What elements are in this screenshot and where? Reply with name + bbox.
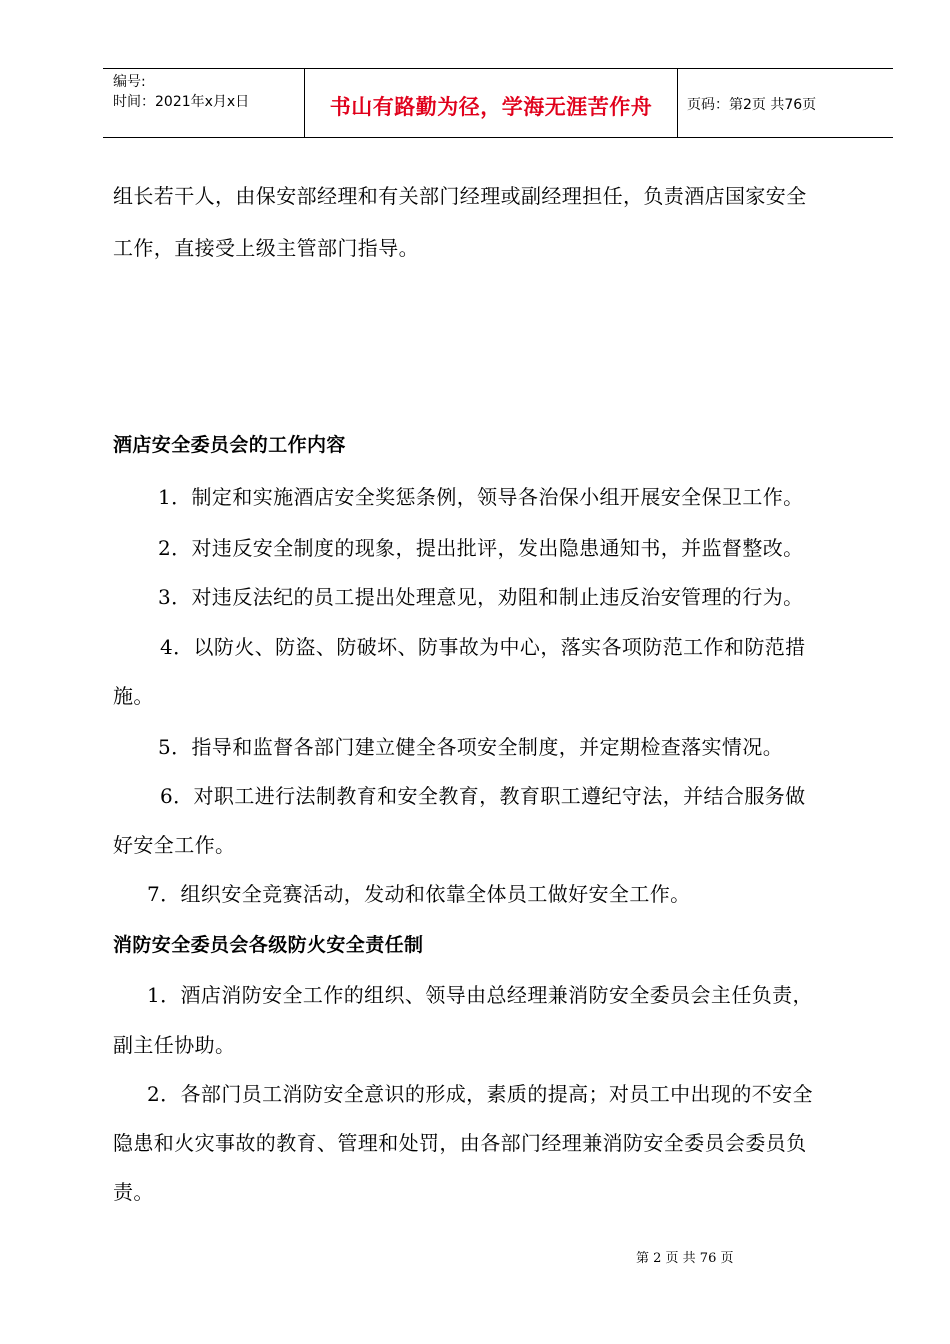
document-header	[103, 68, 893, 138]
page-info: 页码：第2页 共76页	[687, 97, 817, 113]
header-middle-cell	[304, 69, 678, 137]
s1-item-4-line-2: 施。	[113, 684, 154, 708]
intro-line-1: 组长若干人，由保安部经理和有关部门经理或副经理担任，负责酒店国家安全	[113, 184, 807, 208]
s1-item-4-line-1: 4．以防火、防盗、防破坏、防事故为中心，落实各项防范工作和防范措	[160, 635, 806, 659]
page-footer: 第 2 页 共 76 页	[636, 1251, 734, 1266]
section-title-1: 酒店安全委员会的工作内容	[113, 434, 346, 456]
s1-item-3: 3．对违反法纪的员工提出处理意见，劝阻和制止违反治安管理的行为。	[158, 585, 804, 609]
s1-item-6-line-1: 6．对职工进行法制教育和安全教育，教育职工遵纪守法，并结合服务做	[160, 784, 806, 808]
header-right-cell	[677, 69, 893, 137]
section-title-2: 消防安全委员会各级防火安全责任制	[113, 934, 424, 956]
time-label: 时间：2021年x月x日	[113, 94, 250, 110]
s2-item-2-line-1: 2．各部门员工消防安全意识的形成，素质的提高；对员工中出现的不安全	[147, 1082, 813, 1106]
s1-item-5: 5．指导和监督各部门建立健全各项安全制度，并定期检查落实情况。	[158, 735, 784, 759]
s1-item-2: 2．对违反安全制度的现象，提出批评，发出隐患通知书，并监督整改。	[158, 536, 804, 560]
s1-item-6-line-2: 好安全工作。	[113, 833, 236, 857]
s2-item-2-line-3: 责。	[113, 1180, 154, 1204]
intro-line-2: 工作，直接受上级主管部门指导。	[113, 236, 419, 260]
number-label: 编号:	[113, 74, 146, 90]
header-left-cell	[103, 69, 303, 137]
s2-item-1-line-1: 1．酒店消防安全工作的组织、领导由总经理兼消防安全委员会主任负责，	[147, 983, 813, 1007]
s1-item-7: 7．组织安全竞赛活动，发动和依靠全体员工做好安全工作。	[147, 882, 691, 906]
s2-item-2-line-2: 隐患和火灾事故的教育、管理和处罚，由各部门经理兼消防安全委员会委员负	[113, 1131, 807, 1155]
motto-text: 书山有路勤为径，学海无涯苦作舟	[329, 95, 653, 119]
s2-item-1-line-2: 副主任协助。	[113, 1033, 236, 1057]
s1-item-1: 1．制定和实施酒店安全奖惩条例，领导各治保小组开展安全保卫工作。	[158, 485, 804, 509]
